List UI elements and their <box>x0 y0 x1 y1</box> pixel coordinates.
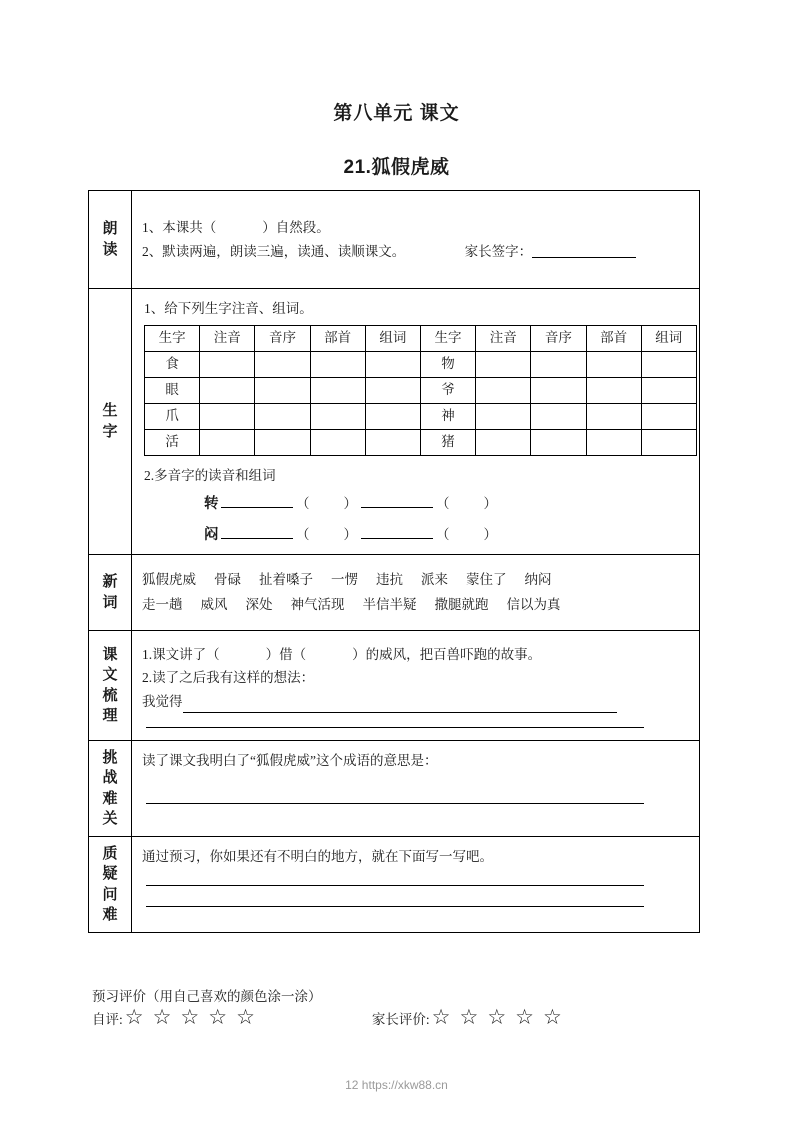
column-header: 音序 <box>531 325 586 351</box>
star-icon[interactable]: ☆ <box>515 1005 534 1029</box>
star-icon[interactable]: ☆ <box>431 1005 451 1029</box>
word-blank-paren[interactable] <box>435 523 499 547</box>
column-header: 音序 <box>255 325 310 351</box>
row-label-char: 战 <box>102 769 118 787</box>
parent-evaluation <box>372 1007 571 1028</box>
column-header: 部首 <box>310 325 365 351</box>
answer-cell[interactable] <box>586 351 641 377</box>
polyphonic-row-men <box>142 523 691 548</box>
answer-cell[interactable] <box>200 429 255 455</box>
star-icon[interactable]: ☆ <box>487 1005 507 1029</box>
evaluation-title: 预习评价（用自己喜欢的颜色涂一涂） <box>92 989 322 1004</box>
paren-close: ） <box>343 496 357 512</box>
paren-close: ） <box>483 496 497 512</box>
answer-cell[interactable] <box>310 377 365 403</box>
answer-cell[interactable] <box>365 351 420 377</box>
answer-cell[interactable] <box>310 403 365 429</box>
table-row-new-words <box>89 555 700 631</box>
table-row-text-outline <box>89 631 700 741</box>
polyphonic-character: 闷 <box>204 526 219 543</box>
writing-blank-line[interactable] <box>146 727 644 728</box>
pinyin-blank[interactable] <box>221 496 293 508</box>
column-header: 注音 <box>476 325 531 351</box>
answer-cell[interactable] <box>476 377 531 403</box>
word-blank-paren[interactable] <box>295 492 359 516</box>
character-cell: 爷 <box>420 377 475 403</box>
answer-cell[interactable] <box>531 351 586 377</box>
answer-cell[interactable] <box>641 429 696 455</box>
row-label-char: 词 <box>102 593 118 611</box>
new-word: 蒙住了 <box>466 571 507 587</box>
reading-item-2 <box>142 240 691 264</box>
reading-item1-suffix: ）自然段。 <box>262 219 330 235</box>
star-icon[interactable]: ☆ <box>236 1005 255 1029</box>
answer-cell[interactable] <box>365 403 420 429</box>
row-label-char: 疑 <box>102 865 118 883</box>
star-icon[interactable]: ☆ <box>542 1005 562 1029</box>
new-words-line-1 <box>142 568 691 593</box>
answer-cell[interactable] <box>531 377 586 403</box>
evaluation-section <box>92 985 712 1028</box>
answer-cell[interactable] <box>200 351 255 377</box>
new-word: 骨碌 <box>214 571 241 587</box>
new-word: 半信半疑 <box>362 596 417 612</box>
new-word: 扯着嗓子 <box>259 571 313 587</box>
row-label-char: 问 <box>102 885 118 903</box>
table-row <box>145 403 697 429</box>
pinyin-blank[interactable] <box>361 526 433 538</box>
star-icon[interactable]: ☆ <box>152 1005 172 1029</box>
paren-open: （ <box>296 526 310 542</box>
parent-evaluation-label: 家长评价: <box>371 1011 430 1027</box>
new-word: 一愣 <box>331 571 358 587</box>
row-label-challenge <box>89 741 132 837</box>
self-evaluation-stars <box>125 1007 264 1028</box>
writing-blank-line[interactable] <box>183 701 617 713</box>
text-outline-item-2: 2.读了之后我有这样的想法： <box>142 670 315 686</box>
answer-cell[interactable] <box>255 429 310 455</box>
character-cell: 猪 <box>420 429 475 455</box>
row-label-reading <box>89 191 132 289</box>
writing-blank-line[interactable] <box>146 803 644 804</box>
answer-cell[interactable] <box>586 429 641 455</box>
table-row-challenge <box>89 741 700 837</box>
row-label-new-characters <box>89 289 132 555</box>
character-cell: 眼 <box>145 377 200 403</box>
row-content-new-characters <box>132 289 700 555</box>
character-cell: 爪 <box>145 403 200 429</box>
row-label-char: 挑 <box>102 749 118 766</box>
answer-cell[interactable] <box>641 351 696 377</box>
reading-item-1 <box>142 216 691 240</box>
paren-open: （ <box>436 526 450 542</box>
new-word: 狐假虎威 <box>142 571 196 587</box>
polyphonic-row-zhuan <box>142 492 691 517</box>
new-word: 走一趟 <box>142 596 183 612</box>
self-evaluation-label: 自评: <box>92 1011 123 1027</box>
word-blank-paren[interactable] <box>295 523 359 547</box>
star-icon[interactable]: ☆ <box>180 1005 200 1029</box>
unit-title: 第八单元 课文 <box>333 103 460 124</box>
text-outline-item1-part2: ）借（ <box>265 646 307 662</box>
answer-cell[interactable] <box>531 429 586 455</box>
table-row <box>145 351 697 377</box>
new-word: 纳闷 <box>524 571 552 587</box>
row-content-new-words <box>132 555 700 631</box>
row-label-char: 读 <box>102 240 118 258</box>
parent-signature-line[interactable] <box>532 247 636 258</box>
column-header: 注音 <box>200 325 255 351</box>
page-watermark: 12 https://xkw88.cn <box>345 1078 448 1092</box>
text-outline-item1-part3: ）的威风，把百兽吓跑的故事。 <box>352 646 542 662</box>
table-row-reading <box>89 191 700 289</box>
new-word: 派来 <box>421 571 448 587</box>
row-content-text-outline <box>132 631 700 741</box>
answer-cell[interactable] <box>200 403 255 429</box>
writing-blank-line[interactable] <box>146 885 644 886</box>
reading-item2-text: 2、默读两遍，朗读三遍，读通、读顺课文。 <box>142 243 406 259</box>
row-label-char: 难 <box>102 905 118 923</box>
star-icon[interactable]: ☆ <box>208 1005 228 1029</box>
row-content-reading <box>132 191 700 289</box>
pinyin-blank[interactable] <box>361 496 433 508</box>
row-label-char: 新 <box>102 573 118 591</box>
challenge-prompt: 读了课文我明白了“狐假虎威”这个成语的意思是： <box>142 753 438 768</box>
new-word: 撒腿就跑 <box>434 596 489 612</box>
answer-cell[interactable] <box>586 403 641 429</box>
answer-cell[interactable] <box>200 377 255 403</box>
character-table-header-row <box>145 325 697 351</box>
row-label-char: 质 <box>102 845 118 862</box>
word-blank-paren[interactable] <box>435 492 499 516</box>
row-label-char: 课 <box>102 646 118 663</box>
row-label-new-words <box>89 555 132 631</box>
paren-close: ） <box>343 526 357 542</box>
self-evaluation <box>92 1007 264 1028</box>
row-label-text-outline <box>89 631 132 741</box>
pinyin-blank[interactable] <box>221 526 293 538</box>
row-label-char: 关 <box>102 809 118 827</box>
row-label-char: 字 <box>102 422 118 440</box>
new-word: 违抗 <box>376 571 403 587</box>
character-cell: 物 <box>420 351 475 377</box>
paren-open: （ <box>296 496 310 512</box>
row-label-char: 理 <box>102 706 118 724</box>
row-content-questions <box>132 837 700 933</box>
answer-cell[interactable] <box>586 377 641 403</box>
text-outline-item-1 <box>142 643 691 667</box>
parent-evaluation-stars <box>432 1007 571 1028</box>
parent-signature-group <box>465 240 637 264</box>
paren-open: （ <box>436 496 450 512</box>
paren-close: ） <box>483 526 497 542</box>
text-outline-item1-part1: 1.课文讲了（ <box>142 646 220 662</box>
lesson-title: 21.狐假虎威 <box>343 157 450 178</box>
polyphonic-character: 转 <box>204 496 219 513</box>
answer-cell[interactable] <box>641 377 696 403</box>
column-header: 生字 <box>145 325 200 351</box>
reading-item1-prefix: 1、本课共（ <box>142 219 217 235</box>
row-label-char: 难 <box>102 789 118 807</box>
answer-cell[interactable] <box>255 351 310 377</box>
answer-cell[interactable] <box>310 351 365 377</box>
answer-cell[interactable] <box>641 403 696 429</box>
answer-cell[interactable] <box>365 377 420 403</box>
table-row <box>145 377 697 403</box>
row-label-char: 梳 <box>102 686 118 704</box>
row-label-questions <box>89 837 132 933</box>
answer-cell[interactable] <box>255 377 310 403</box>
row-label-char: 生 <box>102 402 118 420</box>
row-label-char: 朗 <box>102 220 118 238</box>
new-word: 信以为真 <box>506 596 561 612</box>
star-icon[interactable]: ☆ <box>459 1005 479 1029</box>
text-outline-item-3 <box>142 690 691 714</box>
parent-signature-label: 家长签字： <box>464 243 533 259</box>
character-cell: 神 <box>420 403 475 429</box>
table-row <box>145 429 697 455</box>
answer-cell[interactable] <box>310 429 365 455</box>
new-word: 威风 <box>200 596 228 612</box>
answer-cell[interactable] <box>476 403 531 429</box>
column-header: 组词 <box>641 325 696 351</box>
new-characters-task-2: 2.多音字的读音和组词 <box>144 467 276 483</box>
answer-cell[interactable] <box>476 429 531 455</box>
column-header: 组词 <box>365 325 420 351</box>
questions-prompt: 通过预习，你如果还有不明白的地方，就在下面写一写吧。 <box>142 849 493 864</box>
new-characters-task-1: 1、给下列生字注音、组词。 <box>144 301 313 316</box>
worksheet-table <box>88 190 700 933</box>
evaluation-rows <box>92 1007 712 1028</box>
character-cell: 活 <box>145 429 200 455</box>
writing-blank-line[interactable] <box>146 906 644 907</box>
answer-cell[interactable] <box>365 429 420 455</box>
table-row-questions <box>89 837 700 933</box>
new-word: 深处 <box>245 596 273 612</box>
column-header: 生字 <box>420 325 475 351</box>
row-content-challenge <box>132 741 700 837</box>
text-outline-item3-prefix: 我觉得 <box>142 693 183 709</box>
character-cell: 食 <box>145 351 200 377</box>
star-icon[interactable]: ☆ <box>124 1005 144 1029</box>
answer-cell[interactable] <box>531 403 586 429</box>
column-header: 部首 <box>586 325 641 351</box>
table-row-new-characters <box>89 289 700 555</box>
new-word: 神气活现 <box>290 596 345 612</box>
new-words-line-2 <box>142 593 691 618</box>
row-label-char: 文 <box>102 666 118 684</box>
answer-cell[interactable] <box>476 351 531 377</box>
character-practice-table <box>144 325 697 456</box>
answer-cell[interactable] <box>255 403 310 429</box>
